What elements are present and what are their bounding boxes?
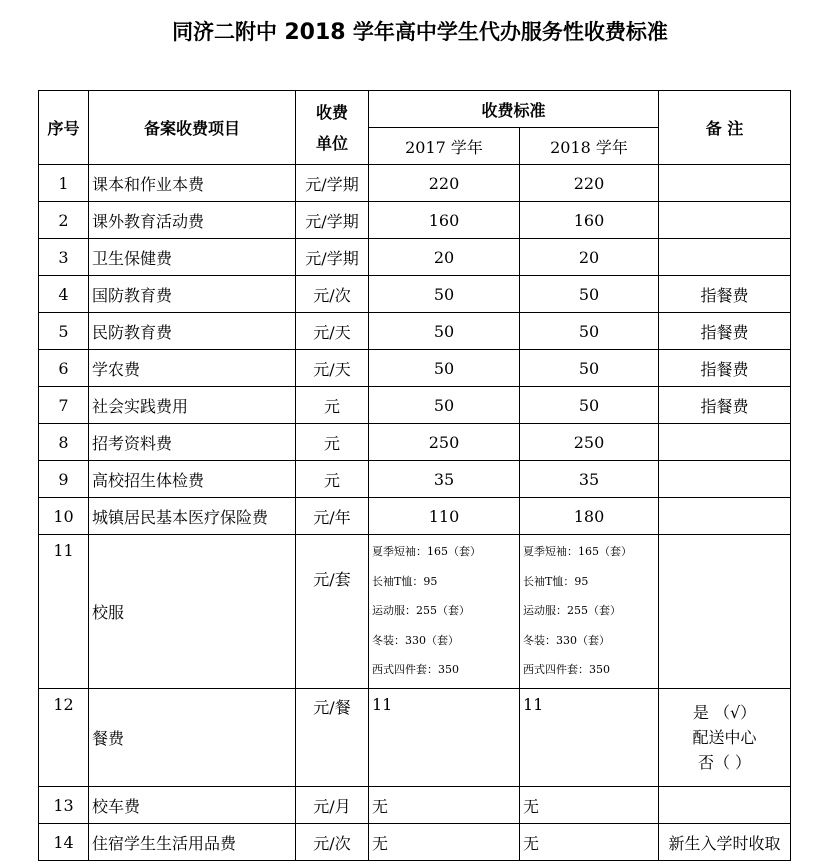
row-no: 10: [39, 498, 89, 535]
row-no: 3: [39, 239, 89, 276]
row-remark: 指餐费: [659, 350, 791, 387]
meal-remark-yes: 是 （√）: [692, 703, 757, 722]
row-item: 校服: [89, 535, 296, 689]
table-row: [39, 165, 791, 202]
header-remark: 备 注: [659, 91, 791, 165]
uniform-item: 冬装：330（套）: [523, 633, 610, 647]
row-remark: [659, 498, 791, 535]
table-row: [39, 461, 791, 498]
row-remark: [659, 239, 791, 276]
meal-remark-no: 否（ ）: [697, 753, 752, 772]
row-no: 6: [39, 350, 89, 387]
header-item: 备案收费项目: [89, 91, 296, 165]
uniform-item: 运动服：255（套）: [372, 604, 470, 617]
title-year: 2018: [284, 20, 346, 45]
uniform-item: 运动服：255（套）: [523, 604, 621, 617]
row-value-2018: 50: [520, 276, 659, 313]
row-unit: 元/套: [296, 535, 369, 689]
table-row: [39, 350, 791, 387]
uniform-item: 长袖T恤：95: [372, 574, 438, 588]
title-prefix: 同济二附中: [172, 20, 278, 44]
row-remark: [659, 787, 791, 824]
row-item: 民防教育费: [89, 313, 296, 350]
table-row: [39, 424, 791, 461]
table-row: [39, 387, 791, 424]
row-unit: 元/年: [296, 498, 369, 535]
row-item: 国防教育费: [89, 276, 296, 313]
table-row: [39, 498, 791, 535]
row-unit: 元/天: [296, 313, 369, 350]
row-value-2018: 20: [520, 239, 659, 276]
row-item: 社会实践费用: [89, 387, 296, 424]
header-unit-line2: 单位: [315, 133, 348, 153]
uniform-2018-list: [520, 535, 659, 689]
row-unit: 元: [296, 387, 369, 424]
row-value-2018: 11: [520, 689, 659, 787]
header-no: 序号: [39, 91, 89, 165]
row-item: 城镇居民基本医疗保险费: [89, 498, 296, 535]
row-remark: 新生入学时收取: [659, 824, 791, 861]
row-value-2017: 无: [369, 787, 520, 824]
row-no: 5: [39, 313, 89, 350]
uniform-item: 夏季短袖：165（套）: [372, 545, 481, 558]
row-unit: 元/学期: [296, 165, 369, 202]
row-value-2017: 50: [369, 350, 520, 387]
row-remark: [659, 202, 791, 239]
row-value-2017: 50: [369, 276, 520, 313]
uniform-item: 西式四件套：350: [523, 663, 610, 676]
row-value-2017: 250: [369, 424, 520, 461]
row-value-2018: 50: [520, 350, 659, 387]
row-no: 4: [39, 276, 89, 313]
row-remark: [659, 535, 791, 689]
row-unit: 元/月: [296, 787, 369, 824]
row-no: 7: [39, 387, 89, 424]
row-value-2017: 220: [369, 165, 520, 202]
row-value-2017: 160: [369, 202, 520, 239]
uniform-item: 长袖T恤：95: [523, 574, 589, 588]
row-value-2018: 220: [520, 165, 659, 202]
uniform-item: 夏季短袖：165（套）: [523, 545, 632, 558]
table-row: [39, 276, 791, 313]
table-row: [39, 787, 791, 824]
uniform-item: 西式四件套：350: [372, 663, 459, 676]
row-no: 2: [39, 202, 89, 239]
uniform-item: 冬装：330（套）: [372, 633, 459, 647]
row-value-2017: 无: [369, 824, 520, 861]
page-title: [0, 16, 840, 46]
row-no: 11: [39, 535, 89, 689]
uniform-2017-list: [369, 535, 520, 689]
meal-remark: [659, 689, 791, 787]
row-no: 1: [39, 165, 89, 202]
row-no: 13: [39, 787, 89, 824]
row-no: 8: [39, 424, 89, 461]
title-suffix: 学年高中学生代办服务性收费标准: [352, 20, 668, 44]
row-value-2018: 无: [520, 787, 659, 824]
row-unit: 元/学期: [296, 202, 369, 239]
row-remark: 指餐费: [659, 276, 791, 313]
row-value-2018: 50: [520, 313, 659, 350]
row-remark: [659, 165, 791, 202]
table-row: [39, 239, 791, 276]
row-no: 14: [39, 824, 89, 861]
table-row: [39, 824, 791, 861]
row-value-2018: 35: [520, 461, 659, 498]
row-value-2018: 50: [520, 387, 659, 424]
table-row-uniform: [39, 535, 791, 689]
header-row-1: [39, 91, 791, 128]
row-remark: [659, 461, 791, 498]
row-unit: 元: [296, 424, 369, 461]
row-unit: 元/次: [296, 824, 369, 861]
row-remark: [659, 424, 791, 461]
row-value-2017: 50: [369, 313, 520, 350]
row-item: 住宿学生生活用品费: [89, 824, 296, 861]
header-year-2018: 2018 学年: [520, 128, 659, 165]
row-unit: 元/学期: [296, 239, 369, 276]
row-no: 9: [39, 461, 89, 498]
row-value-2017: 110: [369, 498, 520, 535]
table-row: [39, 202, 791, 239]
row-value-2017: 35: [369, 461, 520, 498]
header-year-2017: 2017 学年: [369, 128, 520, 165]
row-unit: 元/餐: [296, 689, 369, 787]
row-remark: 指餐费: [659, 313, 791, 350]
row-item: 课外教育活动费: [89, 202, 296, 239]
row-value-2017: 20: [369, 239, 520, 276]
header-unit-line1: 收费: [315, 102, 348, 122]
row-item: 校车费: [89, 787, 296, 824]
row-value-2018: 160: [520, 202, 659, 239]
row-value-2017: 50: [369, 387, 520, 424]
row-remark: 指餐费: [659, 387, 791, 424]
row-value-2018: 无: [520, 824, 659, 861]
row-value-2018: 180: [520, 498, 659, 535]
row-unit: 元: [296, 461, 369, 498]
fee-table: [38, 90, 791, 861]
header-unit: [296, 91, 369, 165]
row-value-2017: 11: [369, 689, 520, 787]
row-item: 餐费: [89, 689, 296, 787]
row-item: 卫生保健费: [89, 239, 296, 276]
meal-remark-center: 配送中心: [692, 728, 757, 747]
row-item: 课本和作业本费: [89, 165, 296, 202]
table-row-meal: [39, 689, 791, 787]
header-standard: 收费标准: [369, 91, 659, 128]
row-item: 高校招生体检费: [89, 461, 296, 498]
row-item: 招考资料费: [89, 424, 296, 461]
row-no: 12: [39, 689, 89, 787]
row-unit: 元/天: [296, 350, 369, 387]
row-item: 学农费: [89, 350, 296, 387]
row-unit: 元/次: [296, 276, 369, 313]
row-value-2018: 250: [520, 424, 659, 461]
table-row: [39, 313, 791, 350]
